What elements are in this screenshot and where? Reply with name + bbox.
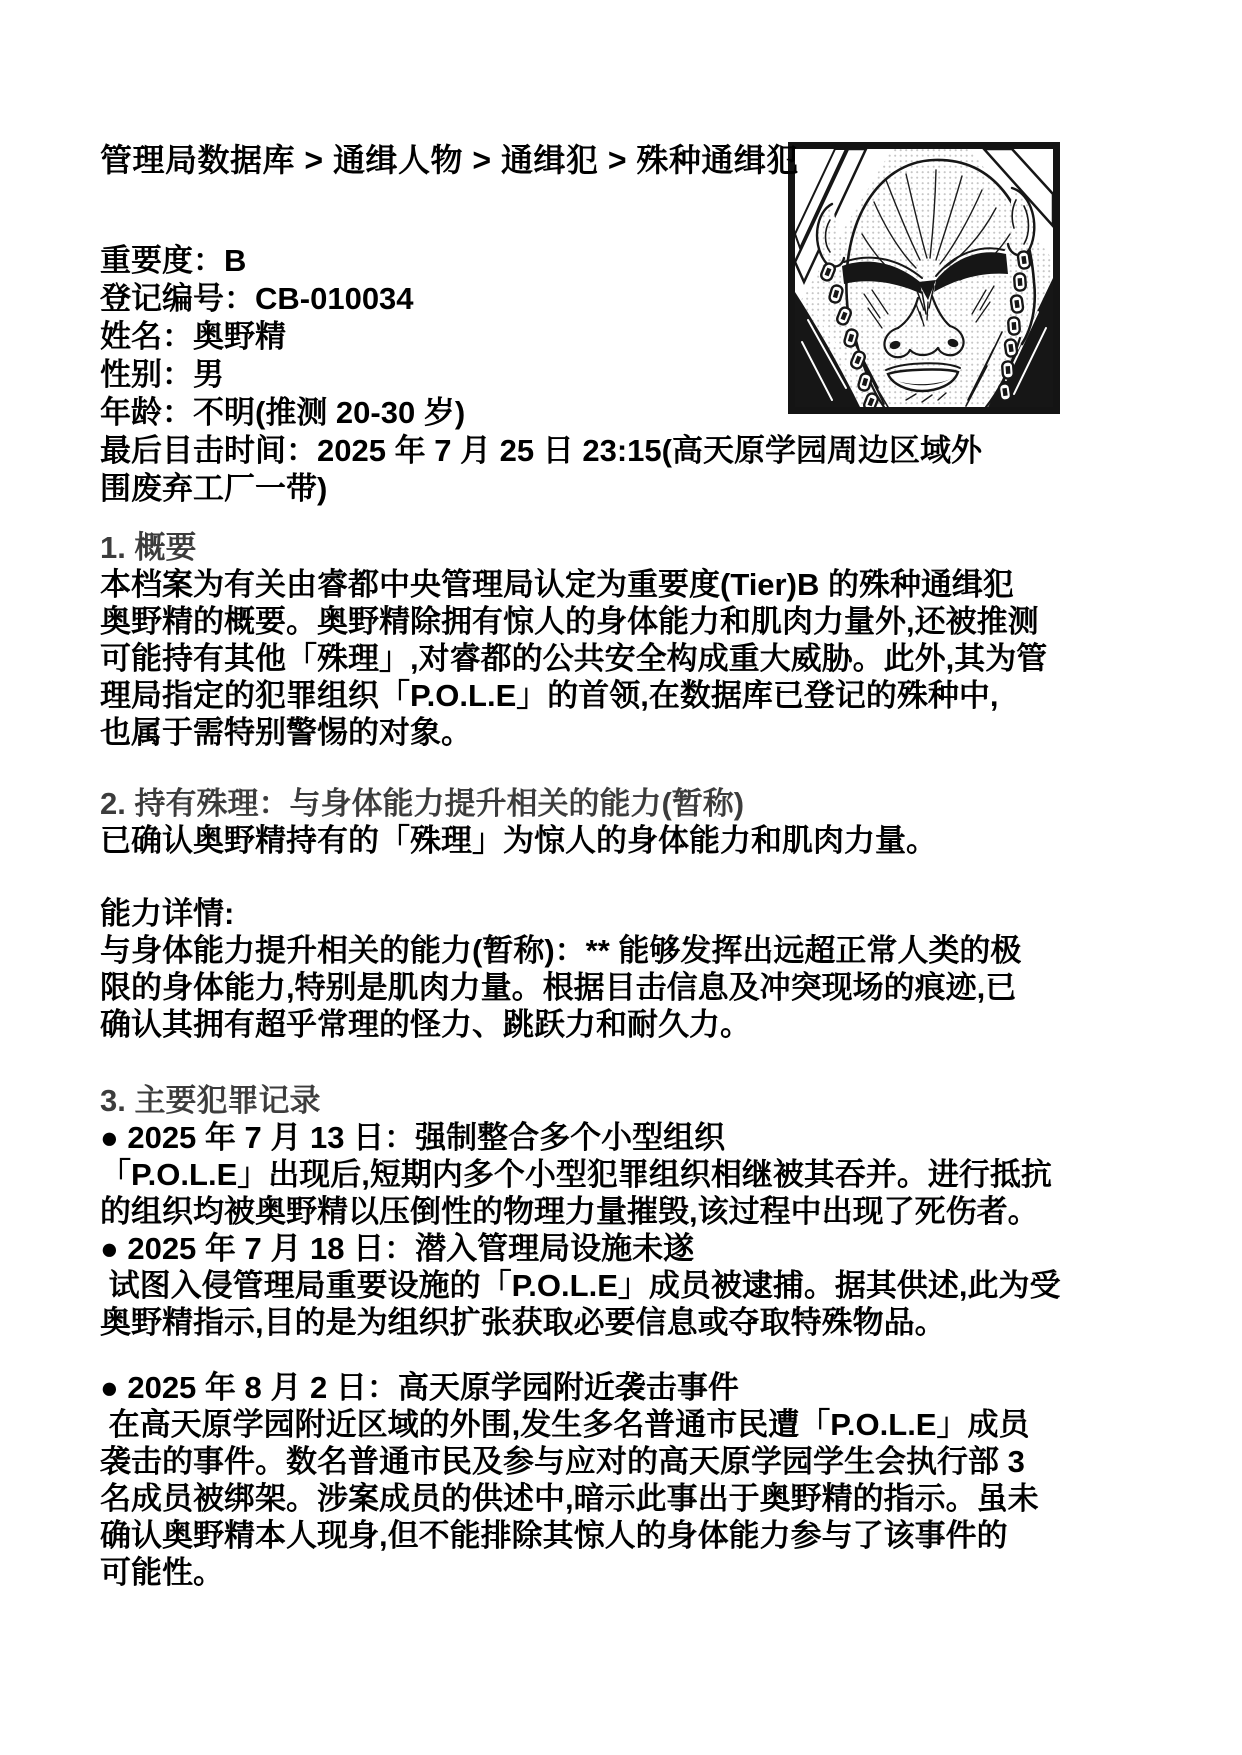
profile-line-importance: 重要度：B	[100, 243, 247, 278]
profile-line-name: 姓名：奥野精	[100, 319, 286, 354]
crime-item-line: 名成员被绑架。涉案成员的供述中,暗示此事出于奥野精的指示。虽未	[100, 1481, 1039, 1516]
crime-record-item	[100, 1119, 1155, 1230]
section-ability	[100, 785, 1155, 1043]
crime-item-line: 奥野精指示,目的是为组织扩张获取必要信息或夺取特殊物品。	[100, 1305, 946, 1340]
profile-line-gender: 性别：男	[100, 357, 224, 392]
profile-line-age: 年龄：不明(推测 20-30 岁)	[100, 395, 466, 430]
crime-item-line: 确认奥野精本人现身,但不能排除其惊人的身体能力参与了该事件的	[100, 1518, 1008, 1553]
overview-line: 本档案为有关由睿都中央管理局认定为重要度(Tier)B 的殊种通缉犯	[100, 567, 1014, 602]
crime-item-title: ● 2025 年 8 月 2 日：高天原学园附近袭击事件	[100, 1370, 739, 1405]
profile-line-last-seen-wrap: 围废弃工厂一带)	[100, 471, 328, 506]
overview-line: 可能持有其他「殊理」,对睿都的公共安全构成重大威胁。此外,其为管	[100, 641, 1048, 676]
ability-detail-line: 与身体能力提升相关的能力(暂称)：** 能够发挥出远超正常人类的极	[100, 933, 1022, 968]
crime-record-item	[100, 1230, 1155, 1341]
crime-item-title: ● 2025 年 7 月 13 日：强制整合多个小型组织	[100, 1120, 726, 1155]
section-heading-crime-record: 3. 主要犯罪记录	[100, 1083, 321, 1118]
crime-item-line: 袭击的事件。数名普通市民及参与应对的高天原学园学生会执行部 3	[100, 1444, 1025, 1479]
overview-line: 理局指定的犯罪组织「P.O.L.E」的首领,在数据库已登记的殊种中,	[100, 678, 999, 713]
section-heading-ability: 2. 持有殊理：与身体能力提升相关的能力(暂称)	[100, 786, 745, 821]
crime-item-line: 「P.O.L.E」出现后,短期内多个小型犯罪组织相继被其吞并。进行抵抗	[100, 1157, 1052, 1192]
crime-item-line: 可能性。	[100, 1555, 224, 1590]
profile-line-last-seen: 最后目击时间：2025 年 7 月 25 日 23:15(高天原学园周边区域外	[100, 433, 982, 468]
crime-record-item	[100, 1369, 1155, 1591]
document-column	[100, 142, 1155, 1591]
section-crime-record	[100, 1082, 1155, 1591]
ability-detail-subheading: 能力详情:	[100, 896, 235, 931]
ability-detail-line: 确认其拥有超乎常理的怪力、跳跃力和耐久力。	[100, 1007, 751, 1042]
breadcrumb: 管理局数据库 > 通缉人物 > 通缉犯 > 殊种通缉犯	[100, 142, 799, 178]
ability-detail-line: 限的身体能力,特别是肌肉力量。根据目击信息及冲突现场的痕迹,已	[100, 970, 1017, 1005]
section-heading-overview: 1. 概要	[100, 530, 197, 565]
profile-fields	[100, 242, 1155, 508]
ability-line: 已确认奥野精持有的「殊理」为惊人的身体能力和肌肉力量。	[100, 823, 937, 858]
crime-item-line: 试图入侵管理局重要设施的「P.O.L.E」成员被逮捕。据其供述,此为受	[100, 1268, 1061, 1303]
crime-item-line: 的组织均被奥野精以压倒性的物理力量摧毁,该过程中出现了死伤者。	[100, 1194, 1039, 1229]
overview-line: 也属于需特别警惕的对象。	[100, 715, 472, 750]
profile-line-registration-id: 登记编号：CB-010034	[100, 281, 414, 316]
overview-line: 奥野精的概要。奥野精除拥有惊人的身体能力和肌肉力量外,还被推测	[100, 604, 1039, 639]
crime-item-title: ● 2025 年 7 月 18 日：潜入管理局设施未遂	[100, 1231, 695, 1266]
crime-item-line: 在高天原学园附近区域的外围,发生多名普通市民遭「P.O.L.E」成员	[100, 1407, 1030, 1442]
section-overview	[100, 529, 1155, 751]
